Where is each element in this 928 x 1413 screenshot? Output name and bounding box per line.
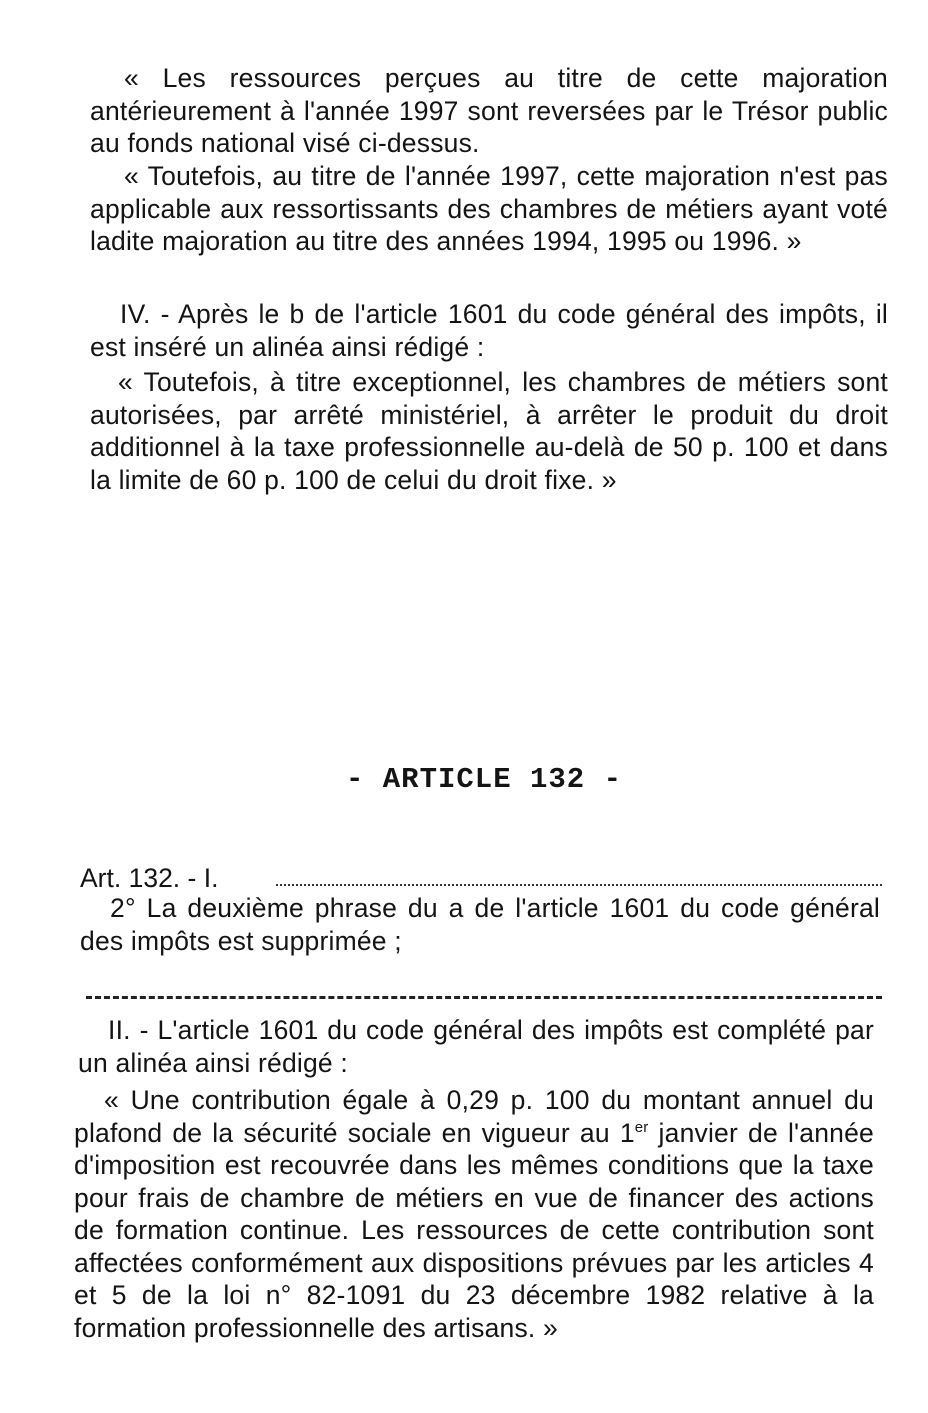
omission-divider — [86, 996, 882, 999]
dotted-leader — [276, 884, 882, 886]
quote-text-part1: « Une contribution égale à 0,29 p. 100 du montant annuel du plafond de la sécurité sociale en vigueur au 1 — [74, 1085, 874, 1148]
paragraph-toutefois-exceptionnel: « Toutefois, à titre exceptionnel, les chambres de métiers sont autorisées, par arrêté ministériel, à arrêter le produit du droit additionnel à la taxe professionnelle au-delà de 50 p. 100 et dans la limite de 60 p. 100 de celui du droit fixe. » — [90, 367, 888, 495]
paragraph-toutefois-1997: « Toutefois, au titre de l'année 1997, cette majoration n'est pas applicable aux ressortissants des chambres de métiers ayant voté ladite majoration au titre des années 1994, 1995 ou 1996. » — [90, 161, 888, 256]
section-ii-intro: II. - L'article 1601 du code général des impôts est complété par un alinéa ainsi rédigé : — [78, 1015, 874, 1078]
paragraph-reversement: « Les ressources perçues au titre de cette majoration antérieurement à l'année 1997 sont reversées par le Trésor public au fonds national visé ci-dessus. — [90, 63, 888, 158]
quote-superscript: er — [634, 1118, 649, 1136]
quote-text-part2: janvier de l'année d'imposition est recouvrée dans les mêmes conditions que la taxe pour frais de chambre de métiers en vue de financer des actions de formation continue. Les ressources de cette contribution sont affectées conformément aux dispositions prévues par les articles 4 et 5 de la loi n° 82-1091 du 23 décembre 1982 relative à la formation professionnelle des artisans. » — [74, 1117, 874, 1343]
article-heading: - ARTICLE 132 - — [345, 763, 623, 796]
article-start: Art. 132. - I. — [80, 863, 219, 893]
paragraph-section-iv: IV. - Après le b de l'article 1601 du code général des impôts, il est inséré un alinéa ainsi rédigé : — [90, 299, 888, 362]
section-ii-contribution-quote — [74, 1084, 874, 1344]
item-2-deuxieme-phrase: 2° La deuxième phrase du a de l'article 1601 du code général des impôts est supprimée ; — [80, 893, 880, 956]
